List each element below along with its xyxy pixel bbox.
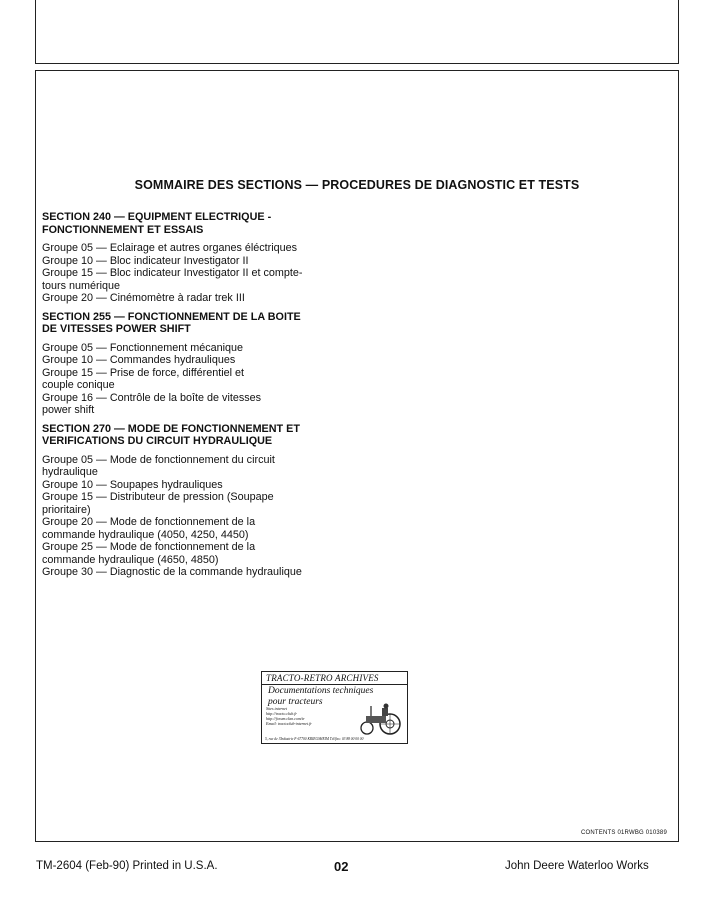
section-heading-line: SECTION 255 — FONCTIONNEMENT DE LA BOITE	[42, 310, 301, 323]
stamp-contact-line: Email: tractoclub-internet.fr	[266, 721, 312, 726]
group-line: couple conique	[42, 379, 115, 391]
section-240-heading	[42, 211, 320, 236]
stamp-contact-line: http://tracto.club.fr	[266, 711, 297, 716]
tractor-icon	[356, 700, 404, 736]
section-270-groups	[42, 454, 320, 579]
group-line: hydraulique	[42, 466, 98, 478]
stamp-address: 5, rue de l'Industrie F-67700 KRIEGSHEIM Tél/fax: 03 88 00 00 00	[265, 737, 364, 741]
group-line: Groupe 10 — Commandes hydrauliques	[42, 354, 236, 366]
section-heading-line: FONCTIONNEMENT ET ESSAIS	[42, 223, 204, 236]
group-line: Groupe 30 — Diagnostic de la commande hydraulique	[42, 566, 302, 578]
group-line: Groupe 25 — Mode de fonctionnement de la	[42, 541, 256, 553]
group-line: Groupe 16 — Contrôle de la boîte de vitesses	[42, 391, 262, 404]
group-line: Groupe 10 — Soupapes hydrauliques	[42, 478, 223, 491]
stamp-subtitle: Documentations techniques	[268, 686, 374, 696]
page-frame	[35, 70, 679, 842]
section-heading-line: SECTION 270 — MODE DE FONCTIONNEMENT ET	[42, 422, 300, 435]
contents-reference: CONTENTS 01RWBG 010389	[581, 830, 667, 836]
stamp-contact-line: http://forum.clan.com/tr	[266, 716, 305, 721]
group-line: Groupe 15 — Distributeur de pression (Soupape	[42, 491, 274, 503]
group-line: prioritaire)	[42, 503, 91, 516]
section-heading-line: VERIFICATIONS DU CIRCUIT HYDRAULIQUE	[42, 435, 273, 447]
section-270-heading	[42, 423, 320, 448]
sections-list	[42, 211, 320, 579]
group-line: Groupe 15 — Prise de force, différentiel et	[42, 366, 245, 379]
section-heading-line: DE VITESSES POWER SHIFT	[42, 323, 191, 335]
group-line: Groupe 05 — Eclairage et autres organes éléctriques	[42, 242, 298, 254]
stamp-subtitle: pour tracteurs	[268, 697, 323, 707]
section-255-heading	[42, 311, 320, 336]
footer-publisher: John Deere Waterloo Works	[505, 860, 649, 872]
group-line: tours numérique	[42, 279, 121, 292]
section-heading-line: SECTION 240 — EQUIPMENT ELECTRIQUE -	[42, 211, 272, 223]
group-line: commande hydraulique (4650, 4850)	[42, 553, 219, 566]
page-number: 02	[334, 859, 349, 874]
group-line: power shift	[42, 404, 95, 416]
group-line: commande hydraulique (4050, 4250, 4450)	[42, 528, 249, 541]
group-line: Groupe 10 — Bloc indicateur Investigator II	[42, 254, 249, 267]
archive-stamp	[261, 671, 408, 744]
stamp-contact-block	[262, 706, 312, 726]
top-frame	[35, 0, 679, 64]
group-line: Groupe 05 — Mode de fonctionnement du circuit	[42, 453, 275, 466]
group-line: Groupe 20 — Cinémomètre à radar trek III	[42, 292, 245, 304]
stamp-title: TRACTO-RETRO ARCHIVES	[262, 672, 407, 685]
page-title: SOMMAIRE DES SECTIONS — PROCEDURES DE DIAGNOSTIC ET TESTS	[134, 178, 580, 192]
section-255-groups	[42, 342, 320, 417]
stamp-contact-line: Sites internet	[266, 706, 287, 711]
footer-doc-number: TM-2604 (Feb-90) Printed in U.S.A.	[36, 860, 218, 872]
group-line: Groupe 05 — Fonctionnement mécanique	[42, 341, 244, 354]
section-240-groups	[42, 242, 320, 305]
group-line: Groupe 20 — Mode de fonctionnement de la	[42, 516, 256, 528]
group-line: Groupe 15 — Bloc indicateur Investigator II et compte-	[42, 267, 303, 279]
